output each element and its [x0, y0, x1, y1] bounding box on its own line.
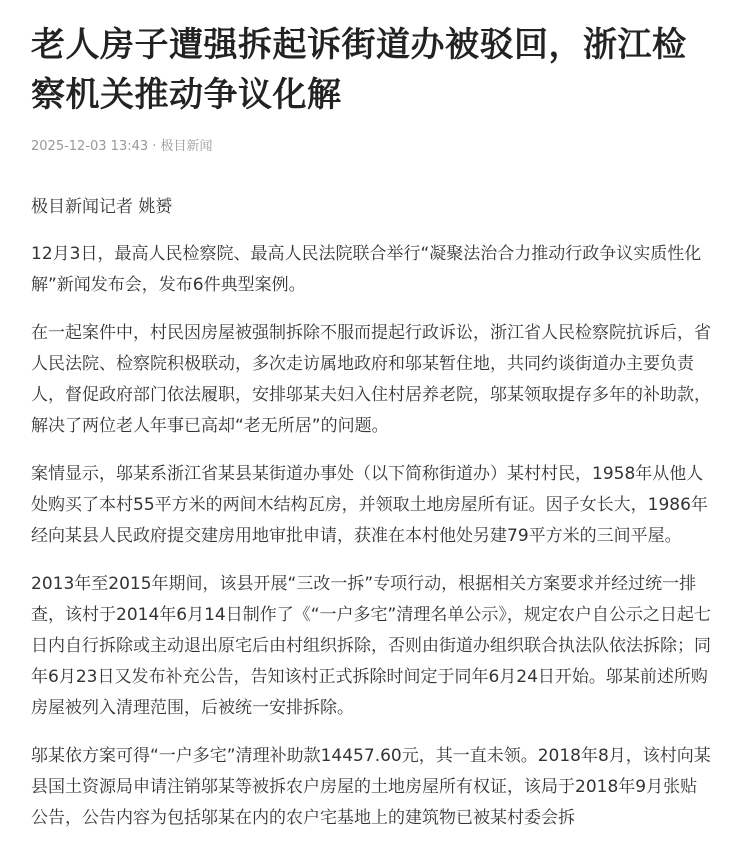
article-paragraph: 12月3日，最高人民检察院、最高人民法院联合举行“凝聚法治合力推动行政争议实质性化解”新闻发布会，发布6件典型案例。 — [31, 244, 702, 295]
article-paragraph: 案情显示，邬某系浙江省某县某街道办事处（以下简称街道办）某村村民，1958年从他人处购买了本村55平方米的两间木结构瓦房，并领取土地房屋所有证。因子女长大，1986年经向某县人民政府提交建房用地审批申请，获准在本村他处另建79平方米的三间平屋。 — [31, 464, 708, 546]
article — [31, 0, 711, 834]
article-paragraph: 2013年至2015年期间，该县开展“三改一拆”专项行动，根据相关方案要求并经过统一排查，该村于2014年6月14日制作了《“一户多宅”清理名单公示》，规定农户自公示之日起七日内自行拆除或主动退出原宅后由村组织拆除，否则由街道办组织联合执法队依法拆除；同年6月23日又发布补充公告，告知该村正式拆除时间定于同年6月24日开始。邬某前述所购房屋被列入清理范围，后被统一安排拆除。 — [31, 574, 711, 718]
article-meta: 2025-12-03 13:43 · 极目新闻 — [31, 139, 213, 154]
article-paragraph: 在一起案件中，村民因房屋被强制拆除不服而提起行政诉讼，浙江省人民检察院抗诉后，省人民法院、检察院积极联动，多次走访属地政府和邬某暂住地，共同约谈街道办主要负责人，督促政府部门依法履职，安排邬某夫妇入住村居养老院，邬某领取提存多年的补助款，解决了两位老人年事已高却“老无所居”的问题。 — [31, 323, 711, 436]
article-title: 老人房子遭强拆起诉街道办被驳回，浙江检察机关推动争议化解 — [31, 25, 687, 115]
reporter-byline: 极目新闻记者 姚赟 — [31, 197, 173, 217]
article-paragraph: 邬某依方案可得“一户多宅”清理补助款14457.60元，其一直未领。2018年8月，该村向某县国土资源局申请注销邬某等被拆农户房屋的土地房屋所有权证，该局于2018年9月张贴公告，公告内容为包括邬某在内的农户宅基地上的建筑物已被某村委会拆 — [31, 746, 711, 828]
